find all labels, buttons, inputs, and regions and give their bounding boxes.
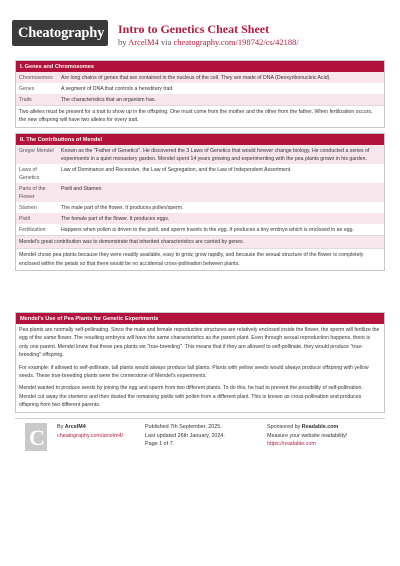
table-row bbox=[16, 83, 384, 94]
sponsor-name[interactable]: Readable.com bbox=[301, 424, 339, 430]
sponsor-url[interactable]: https://readable.com bbox=[267, 441, 316, 447]
sheet-url-link[interactable]: cheatography.com/198742/cs/42188/ bbox=[173, 37, 299, 47]
section-heading: II. The Contributions of Mendel bbox=[16, 134, 384, 145]
term: Parts of the Flower bbox=[16, 183, 58, 202]
table-row bbox=[16, 183, 384, 202]
section-genes-chromosomes bbox=[15, 60, 385, 128]
table-row bbox=[16, 213, 384, 224]
paragraph: Pea plants are normally self-pollinating. Since the male and female reproductive structures are relatively enclosed inside the flower, the sperm will fertilize the egg of the same flower. The resulting embryos will have the same characteristics as the parent plant. Even through sexual reproduction happens, there is only one parent. Mendel knew that these pea plants we "true-breeding". This means that if they are allowed to self-pollinate, they would produce "true-breeding" offspring. bbox=[19, 327, 380, 359]
term: Gregor Mendel bbox=[16, 145, 58, 164]
page-footer bbox=[15, 418, 385, 454]
definition: Are long chains of genes that are contained in the nucleus of the cell. They are made of DNA (Deoxyribonucleic Acid). bbox=[58, 72, 384, 83]
page-title: Intro to Genetics Cheat Sheet bbox=[118, 22, 270, 36]
paragraph: For example: if allowed to self-pollinate, tall plants would always produce tall plants. Plants with yellow seeds would always produce offspring with yellow seeds. These true-breeding plants were the cornerstone of Mendel's experiments. bbox=[19, 364, 369, 380]
section-heading: Mendel's Use of Pea Plants for Genetic Experiments bbox=[16, 313, 384, 324]
section-note: Two alleles must be present for a trait to show up in the offspring. One must come from the mother and the other from the father. When fertilization occurs, the new offspring will have two alleles for every trait. bbox=[16, 105, 384, 127]
byline: by ArcelM4 via cheatography.com/198742/cs/42188/ bbox=[118, 37, 299, 47]
section-contributions-mendel bbox=[15, 133, 385, 271]
published-date: Published 7th September, 2025. bbox=[145, 424, 222, 430]
page-number: Page 1 of 7. bbox=[145, 441, 175, 447]
logo-text: Cheatography bbox=[18, 25, 105, 41]
term: Genes bbox=[19, 85, 35, 92]
footer-author-name[interactable]: ArcelM4 bbox=[64, 424, 86, 430]
term: Stamen bbox=[19, 204, 37, 211]
section-heading: I. Genes and Chromosomes bbox=[16, 61, 384, 72]
definition: Pistil and Stamen bbox=[58, 183, 384, 202]
paragraph: Mendel wanted to produce seeds by joining the egg and sperm from two different plants. To do this, he had to prevent the possibility of self-pollination. Mendel cut away the stamens and then dusted the remaining pistils with pollen from a different plant. This is known as cross-pollination and produces offspring from two different parents. bbox=[19, 385, 363, 409]
term: Traits bbox=[16, 94, 58, 105]
definition: A segment of DNA that controls a hereditary trait. bbox=[61, 85, 174, 92]
page-header bbox=[0, 0, 400, 62]
author-link[interactable]: ArcelM4 bbox=[128, 37, 159, 47]
table-row bbox=[16, 145, 384, 164]
sponsor-tagline: Measure your website readability! bbox=[267, 432, 348, 439]
definition: The male part of the flower. It produces pollen/sperm. bbox=[61, 204, 184, 211]
footer-author: By ArcelM4 cheatography.com/arcelm4/ bbox=[57, 424, 124, 439]
definition: Known as the "Father of Genetics". He discovered the 3 Laws of Genetics that would forever change biology. He conducted a series of experiments in a quiet monastery garden. Mendel spent 14 years growing and experimenting with the pea plants grown in his garden. bbox=[58, 145, 384, 164]
author-avatar[interactable]: C bbox=[25, 423, 47, 451]
term: Fertilization bbox=[19, 226, 46, 233]
section-pea-plants bbox=[15, 312, 385, 413]
table-row bbox=[16, 94, 384, 105]
definition: Happens when pollen is driven to the pistil, and sperm travels to the egg. It produces a tiny embryo which is enclosed in an egg. bbox=[61, 226, 354, 233]
section-note: Mendel chose pea plants because they were readily available, easy to grow, grow rapidly, and because the sexual structure of the flower is completely enclosed within the petals so that there would be no accidental cross-pollination between plants. bbox=[16, 248, 384, 270]
cheatography-logo[interactable] bbox=[12, 20, 108, 46]
term: Pistil bbox=[16, 213, 58, 224]
definition: Law of Dominance and Recessive, the Law of Segregation, and the Law of Independent Assortment. bbox=[61, 166, 292, 173]
footer-sponsor: Sponsored by Readable.com Measure your website readability! https://readable.com bbox=[267, 424, 348, 447]
footer-dates bbox=[145, 423, 225, 449]
term: Laws of Genetics bbox=[19, 166, 40, 181]
table-row bbox=[16, 72, 384, 83]
updated-date: Last updated 26th January, 2024. bbox=[145, 432, 225, 439]
section-note: Mendel's great contribution was to demonstrate that inherited characteristics are carried by genes. bbox=[16, 235, 384, 248]
definition: The characteristics that an organism has. bbox=[58, 94, 384, 105]
table-row bbox=[16, 164, 384, 183]
definition: The female part of the flower. It produces eggs. bbox=[58, 213, 384, 224]
table-row bbox=[16, 224, 384, 235]
table-row bbox=[16, 202, 384, 213]
footer-author-url[interactable]: cheatography.com/arcelm4/ bbox=[57, 432, 124, 439]
term: Chromosomes bbox=[16, 72, 58, 83]
